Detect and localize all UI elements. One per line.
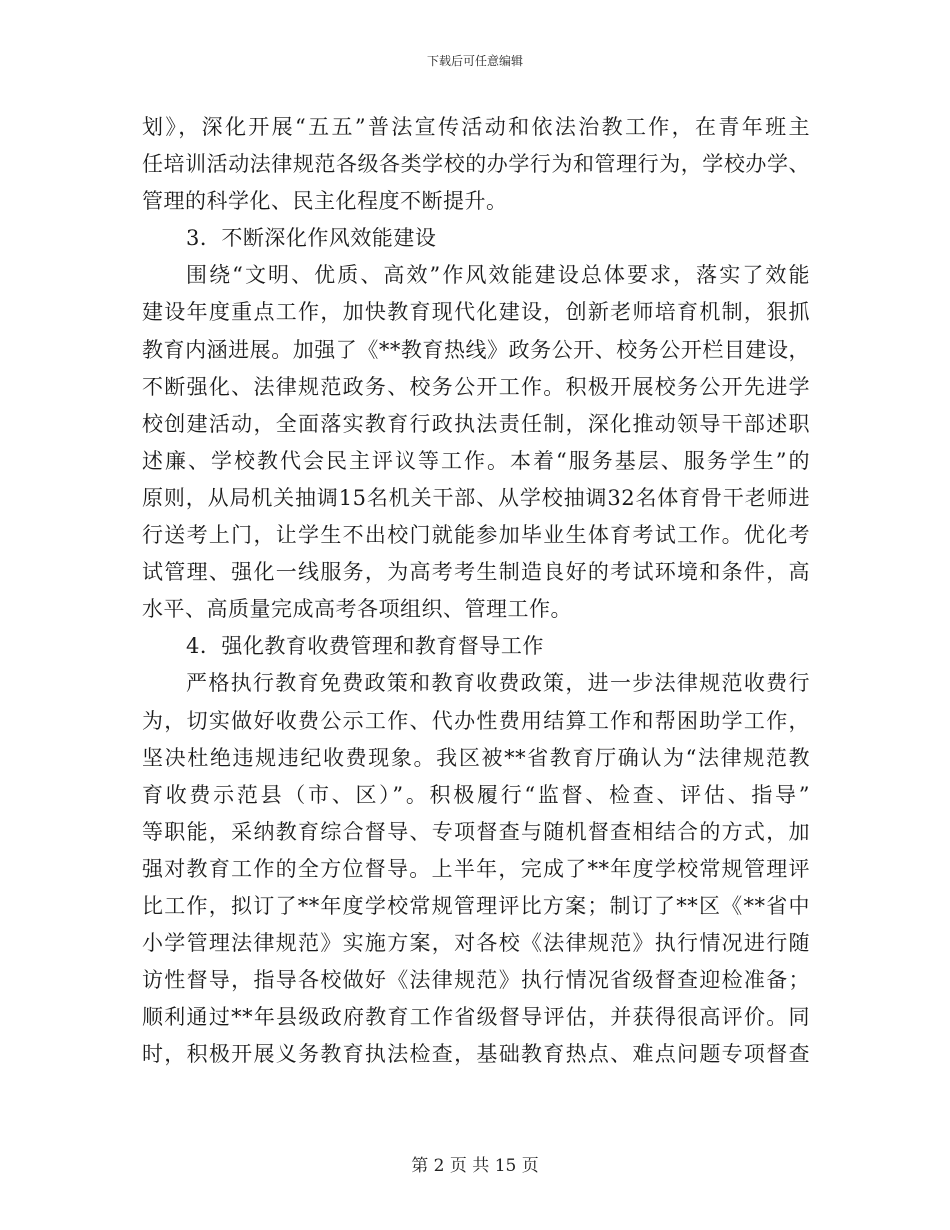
page-number-footer: 第 2 页 共 15 页	[411, 1156, 539, 1176]
document-body	[142, 109, 810, 1073]
body-line: 等职能，采纳教育综合督导、专项督查与随机督查相结合的方式，加	[142, 819, 810, 844]
body-line: 不断强化、法律规范政务、校务公开工作。积极开展校务公开先进学	[142, 374, 810, 399]
body-line: 时，积极开展义务教育执法检查，基础教育热点、难点问题专项督查	[142, 1042, 810, 1067]
body-line: 述廉、学校教代会民主评议等工作。本着“服务基层、服务学生”的	[142, 448, 810, 473]
body-line: 任培训活动法律规范各级各类学校的办学行为和管理行为，学校办学、	[142, 152, 810, 177]
body-line: 小学管理法律规范》实施方案，对各校《法律规范》执行情况进行随	[142, 931, 810, 956]
body-line: 严格执行教育免费政策和教育收费政策，进一步法律规范收费行	[186, 671, 810, 696]
body-line: 访性督导，指导各校做好《法律规范》执行情况省级督查迎检准备；	[142, 968, 810, 993]
body-line: 育收费示范县（市、区）”。积极履行“监督、检查、评估、指导”	[142, 782, 810, 807]
body-line: 围绕“文明、优质、高效”作风效能建设总体要求，落实了效能	[186, 263, 810, 288]
body-line: 顺利通过**年县级政府教育工作省级督导评估，并获得很高评价。同	[142, 1005, 810, 1030]
body-line: 划》，深化开展“五五”普法宣传活动和依法治教工作，在青年班主	[142, 115, 810, 139]
body-line: 试管理、强化一线服务，为高考考生制造良好的考试环境和条件，高	[142, 560, 810, 585]
page-header-note: 下载后可任意编辑	[426, 54, 523, 68]
body-line: 比工作，拟订了**年度学校常规管理评比方案；制订了**区《**省中	[142, 893, 810, 918]
section-heading: 4．强化教育收费管理和教育督导工作	[186, 634, 544, 659]
section-heading: 3．不断深化作风效能建设	[186, 226, 437, 251]
body-line: 坚决杜绝违规违纪收费现象。我区被**省教育厅确认为“法律规范教	[142, 745, 810, 770]
body-line: 强对教育工作的全方位督导。上半年，完成了**年度学校常规管理评	[142, 856, 810, 881]
body-line: 管理的科学化、民主化程度不断提升。	[142, 189, 508, 214]
body-line: 为，切实做好收费公示工作、代办性费用结算工作和帮困助学工作，	[142, 708, 810, 733]
body-line: 建设年度重点工作，加快教育现代化建设，创新老师培育机制，狠抓	[142, 300, 810, 325]
body-line: 教育内涵进展。加强了《**教育热线》政务公开、校务公开栏目建设，	[142, 337, 810, 362]
body-line: 水平、高质量完成高考各项组织、管理工作。	[142, 597, 572, 622]
body-line: 校创建活动，全面落实教育行政执法责任制，深化推动领导干部述职	[142, 411, 810, 436]
body-line: 原则，从局机关抽调15名机关干部、从学校抽调32名体育骨干老师进	[142, 485, 810, 510]
body-line: 行送考上门，让学生不出校门就能参加毕业生体育考试工作。优化考	[142, 523, 810, 548]
